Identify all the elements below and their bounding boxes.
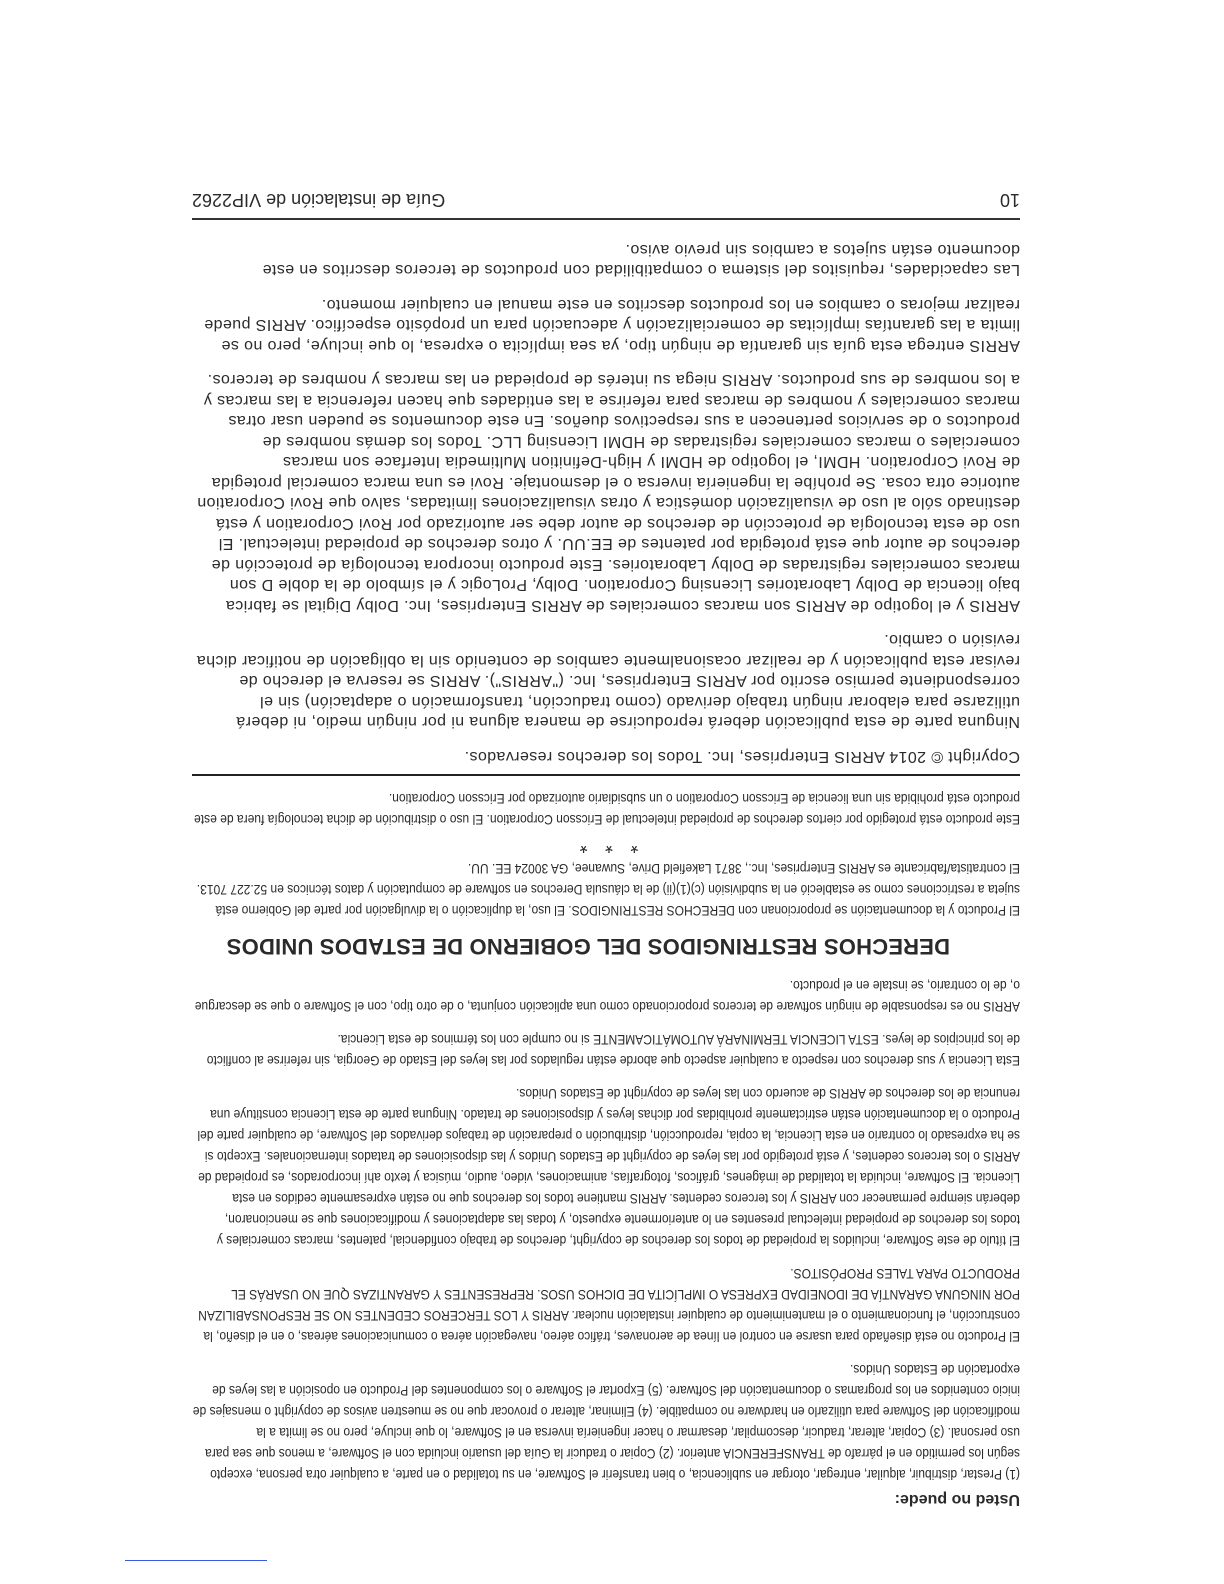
paragraph-no-part: Ninguna parte de esta publicación deberá reproducirse de manera alguna ni por ningún medio, ni deberá utilizarse para elaborar ningún trabajo derivado (como traducción, transformación o adaptación) sin el correspondiente permiso escrito por ARRIS Enterprises, Inc. ("ARRIS"). ARRIS se reserva el derecho de revisar esta publicación y de realizar ocasionalmente cambios de contenido sin la obligación de notificar dicha revisión o cambio. <box>196 631 1020 731</box>
footer-title: Guía de instalación de VIP2262 <box>192 190 446 211</box>
separator-stars: * * * <box>573 834 639 856</box>
paragraph-restrictions: (1) Prestar, distribuir, alquilar, entregar, otorgar en sublicencia, o bien transferir el Software, en su totalidad o en parte, a cualquier otra persona, excepto según los permitido en el párrafo de TRANSFERENCIA anterior. (2) Copiar o traducir la Guía del usuario incluida con el Software, a menos que sea para uso personal. (3) Copiar, alterar, traducir, descompilar, desarmar o hacer ingeniería inversa en el Software, lo que incluye, pero no se limita a la modificación del Software para utilizarlo en hardware no compatible. (4) Eliminar, alterar o provocar que no se muestren avisos de copyright o mensajes de inicio contenidos en los programas o documentación del Software. (5) Exportar el Software o los componentes del Producto en oposición a las leyes de exportación de Estados Unidos. <box>192 1362 1020 1483</box>
paragraph-ericsson: Este producto está protegido por ciertos derechos de propiedad intelectual de Ericsson Corporation. El uso o distribución de dicha tecnología fuera de este producto está prohibida sin una licencia de Ericsson Corporation o un subsidiario autorizado por Ericsson Corporation. <box>194 791 1020 828</box>
paragraph-warranty: ARRIS entrega esta guía sin garantía de ningún tipo, ya sea implícita o expresa, lo que incluye, pero no se limita a las garantías implícitas de comercialización y adecuación para un propósito específico. ARRIS puede realizar mejoras o cambios en los productos descritos en este manual en cualquier momento. <box>203 296 1020 354</box>
page-content <box>192 190 1020 1509</box>
paragraph-not-designed: El Producto no está diseñado para usarse en control en línea de aeronaves, tráfico aéreo, navegación aérea o comunicaciones aéreas, o en el diseño, la construcción, el funcionamiento o el mantenimiento de cualquier instalación nuclear. ARRIS Y LOS TERCEROS CEDENTES NO SE RESPONSABILIZAN POR NINGUNA GARANTÍA DE IDONEIDAD EXPRESA O IMPLÍCITA DE DICHOS USOS. REPRESENTES Y GARANTIZAS QUE NO USARÁS EL PRODUCTO PARA TALES PROPÓSITOS. <box>198 1266 1020 1345</box>
paragraph-trademarks: ARRIS y el logotipo de ARRIS son marcas comerciales de ARRIS Enterprises, Inc. Dolby Digital se fabrica bajo licencia de Dolby Laboratories Licensing Corporation. Dolby, ProLogic y el símbolo de la doble D son marcas comerciales registradas de Dolby Laboratories. Este producto incorpora tecnología de protección de derechos de autor que está protegida por patentes de EE.UU. y otros derechos de propiedad intelectual. El uso de esta tecnología de protección de derechos de autor debe ser autorizado por Rovi Corporation y está destinado sólo al uso de visualización doméstica y otras visualizaciones limitadas, salvo que Rovi Corporation autorice otra cosa. Se prohíbe la ingeniería inversa o el desmontaje. Rovi es una marca comercial protegida de Rovi Corporation. HDMI, el logotipo de HDMI y High-Definition Multimedia Interface son marcas comerciales o marcas comerciales registradas de HDMI Licensing LLC. Todos los demás nombres de productos o de servicios pertenecen a sus respectivos dueños. En este documentos se pueden usar otras marcas comerciales y nombres de marcas para referirse a las entidades que hacen referencia a las marcas y a los nombres de sus productos. ARRIS niega su interés de propiedad en las marcas y nombres de terceros. <box>196 371 1020 614</box>
footer-page-number: 10 <box>999 190 1020 211</box>
paragraph-title-ownership: El título de este Software, incluidos la propiedad de todos los derechos de copyright, derechos de trabajo confidencial, patentes, marcas comerciales y todos los derechos de propiedad intelectual presentes en lo anteriormente expuesto, y todas las adaptaciones y modificaciones que se mencionaron, deberán siempre permanecer con ARRIS y los terceros cedentes. ARRIS mantiene todos los derechos que no están expresamente cedidos en esta Licencia. El Software, incluida la totalidad de imágenes, gráficos, fotografías, animaciones, video, audio, música y texto ahí incorporados, es propiedad de ARRIS o los terceros cedentes, y está protegido por las leyes de copyright de Estados Unidos y las disposiciones de tratados internacionales. Excepto si se ha expresado lo contrario en esta Licencia, la copia, reproducción, distribución o preparación de trabajos derivados del Software, de cualquier parte del Producto o la documentación están estrictamente prohibidas por dichas leyes y disposiciones de tratado. Ninguna parte de esta Licencia constituye una renuncia de los derechos de ARRIS de acuerdo con las leyes de copyright de Estados Unidos. <box>197 1086 1020 1249</box>
blue-link-underline <box>125 1560 267 1561</box>
paragraph-georgia-law: Esta Licencia y sus derechos con respecto a cualquier aspecto que aborde están regulados por las leyes del Estado de Georgia, sin referirse al conflicto de los principios de leyes. ESTA LICENCIA TERMINARÁ AUTOMÁTICAMENTE si no cumple con los términos de esta Licencia. <box>206 1032 1020 1069</box>
page-footer <box>192 190 1020 221</box>
copyright-line: Copyright © 2014 ARRIS Enterprises, Inc. Todos los derechos reservados. <box>464 748 1020 765</box>
heading-cannot: Usted no puede: <box>894 1491 1020 1508</box>
paragraph-capabilities: Las capacidades, requisitos del sistema o compatibilidad con productos de terceros descritos en este documento están sujetos a cambios sin previo aviso. <box>262 241 1020 279</box>
paragraph-third-party: ARRIS no es responsable de ningún software de terceros proporcionado como una aplicación conjunta, o de otro tipo, con el Software o que se descargue o, de lo contrario, se instale en el producto. <box>194 978 1020 1015</box>
divider <box>192 774 1020 776</box>
section-title-restricted-rights: DERECHOS RESTRINGIDOS DEL GOBIERNO DE ESTADOS UNIDOS <box>226 934 950 959</box>
paragraph-government: El Producto y la documentación se proporcionan con DERECHOS RESTRINGIDOS. El uso, la duplicación o la divulgación por parte del Gobierno está sujeta a restricciones como se estableció en la subdivisión (c)(1)(ii) de la cláusula Derechos en software de computación y datos técnicos en 52.227 7013. El contratista/fabricante es ARRIS Enterprises, Inc., 3871 Lakefield Drive, Suwanee, GA 30024 EE. UU. <box>196 861 1020 919</box>
